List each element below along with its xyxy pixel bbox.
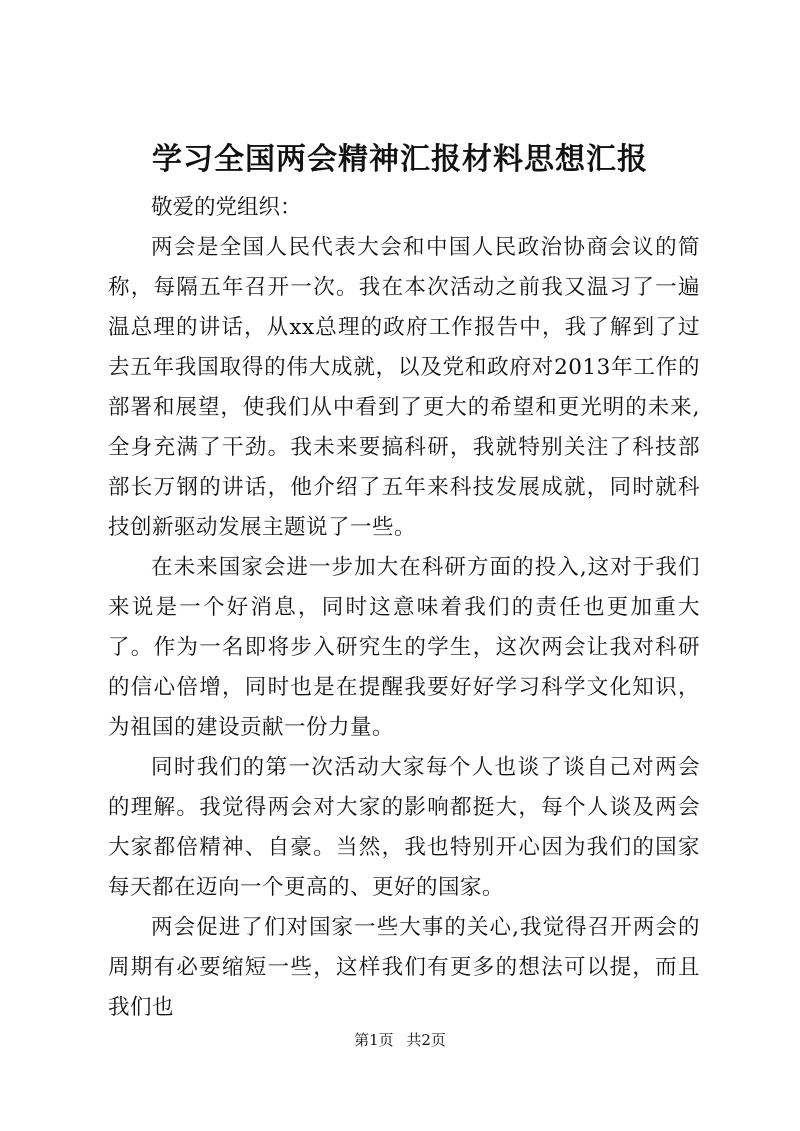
paragraph-2: 在未来国家会进一步加大在科研方面的投入,这对于我们来说是一个好消息，同时这意味着我们的责任也更加重大了。作为一名即将步入研究生的学生，这次两会让我对科研的信心倍增，同时也是在提醒我要好好学习科学文化知识，为祖国的建设贡献一份力量。 bbox=[108, 555, 700, 740]
total-pages: 共2页 bbox=[406, 1031, 446, 1049]
paragraph-1: 两会是全国人民代表大会和中国人民政治协商会议的简称，每隔五年召开一次。我在本次活动之前我又温习了一遍温总理的讲话，从xx总理的政府工作报告中，我了解到了过去五年我国取得的伟大成就，以及党和政府对2013年工作的部署和展望，使我们从中看到了更大的希望和更光明的未来,全身充满了干劲。我未来要搞科研，我就特别关注了科技部部长万钢的讲话，他介绍了五年来科技发展成就，同时就科技创新驱动发展主题说了一些。 bbox=[108, 235, 700, 540]
document-title: 学习全国两会精神汇报材料思想汇报 bbox=[152, 142, 648, 177]
document-body bbox=[108, 188, 700, 1028]
salutation: 敬爱的党组织： bbox=[151, 195, 302, 220]
page-footer bbox=[0, 1030, 800, 1050]
page-number: 第1页 bbox=[354, 1031, 394, 1049]
paragraph-3: 同时我们的第一次活动大家每个人也谈了谈自己对两会的理解。我觉得两会对大家的影响都挺大，每个人谈及两会大家都倍精神、自豪。当然，我也特别开心因为我们的国家每天都在迈向一个更高的、更好的国家。 bbox=[108, 755, 700, 900]
paragraph-4: 两会促进了们对国家一些大事的关心,我觉得召开两会的周期有必要缩短一些，这样我们有更多的想法可以提，而且我们也 bbox=[108, 915, 700, 1020]
